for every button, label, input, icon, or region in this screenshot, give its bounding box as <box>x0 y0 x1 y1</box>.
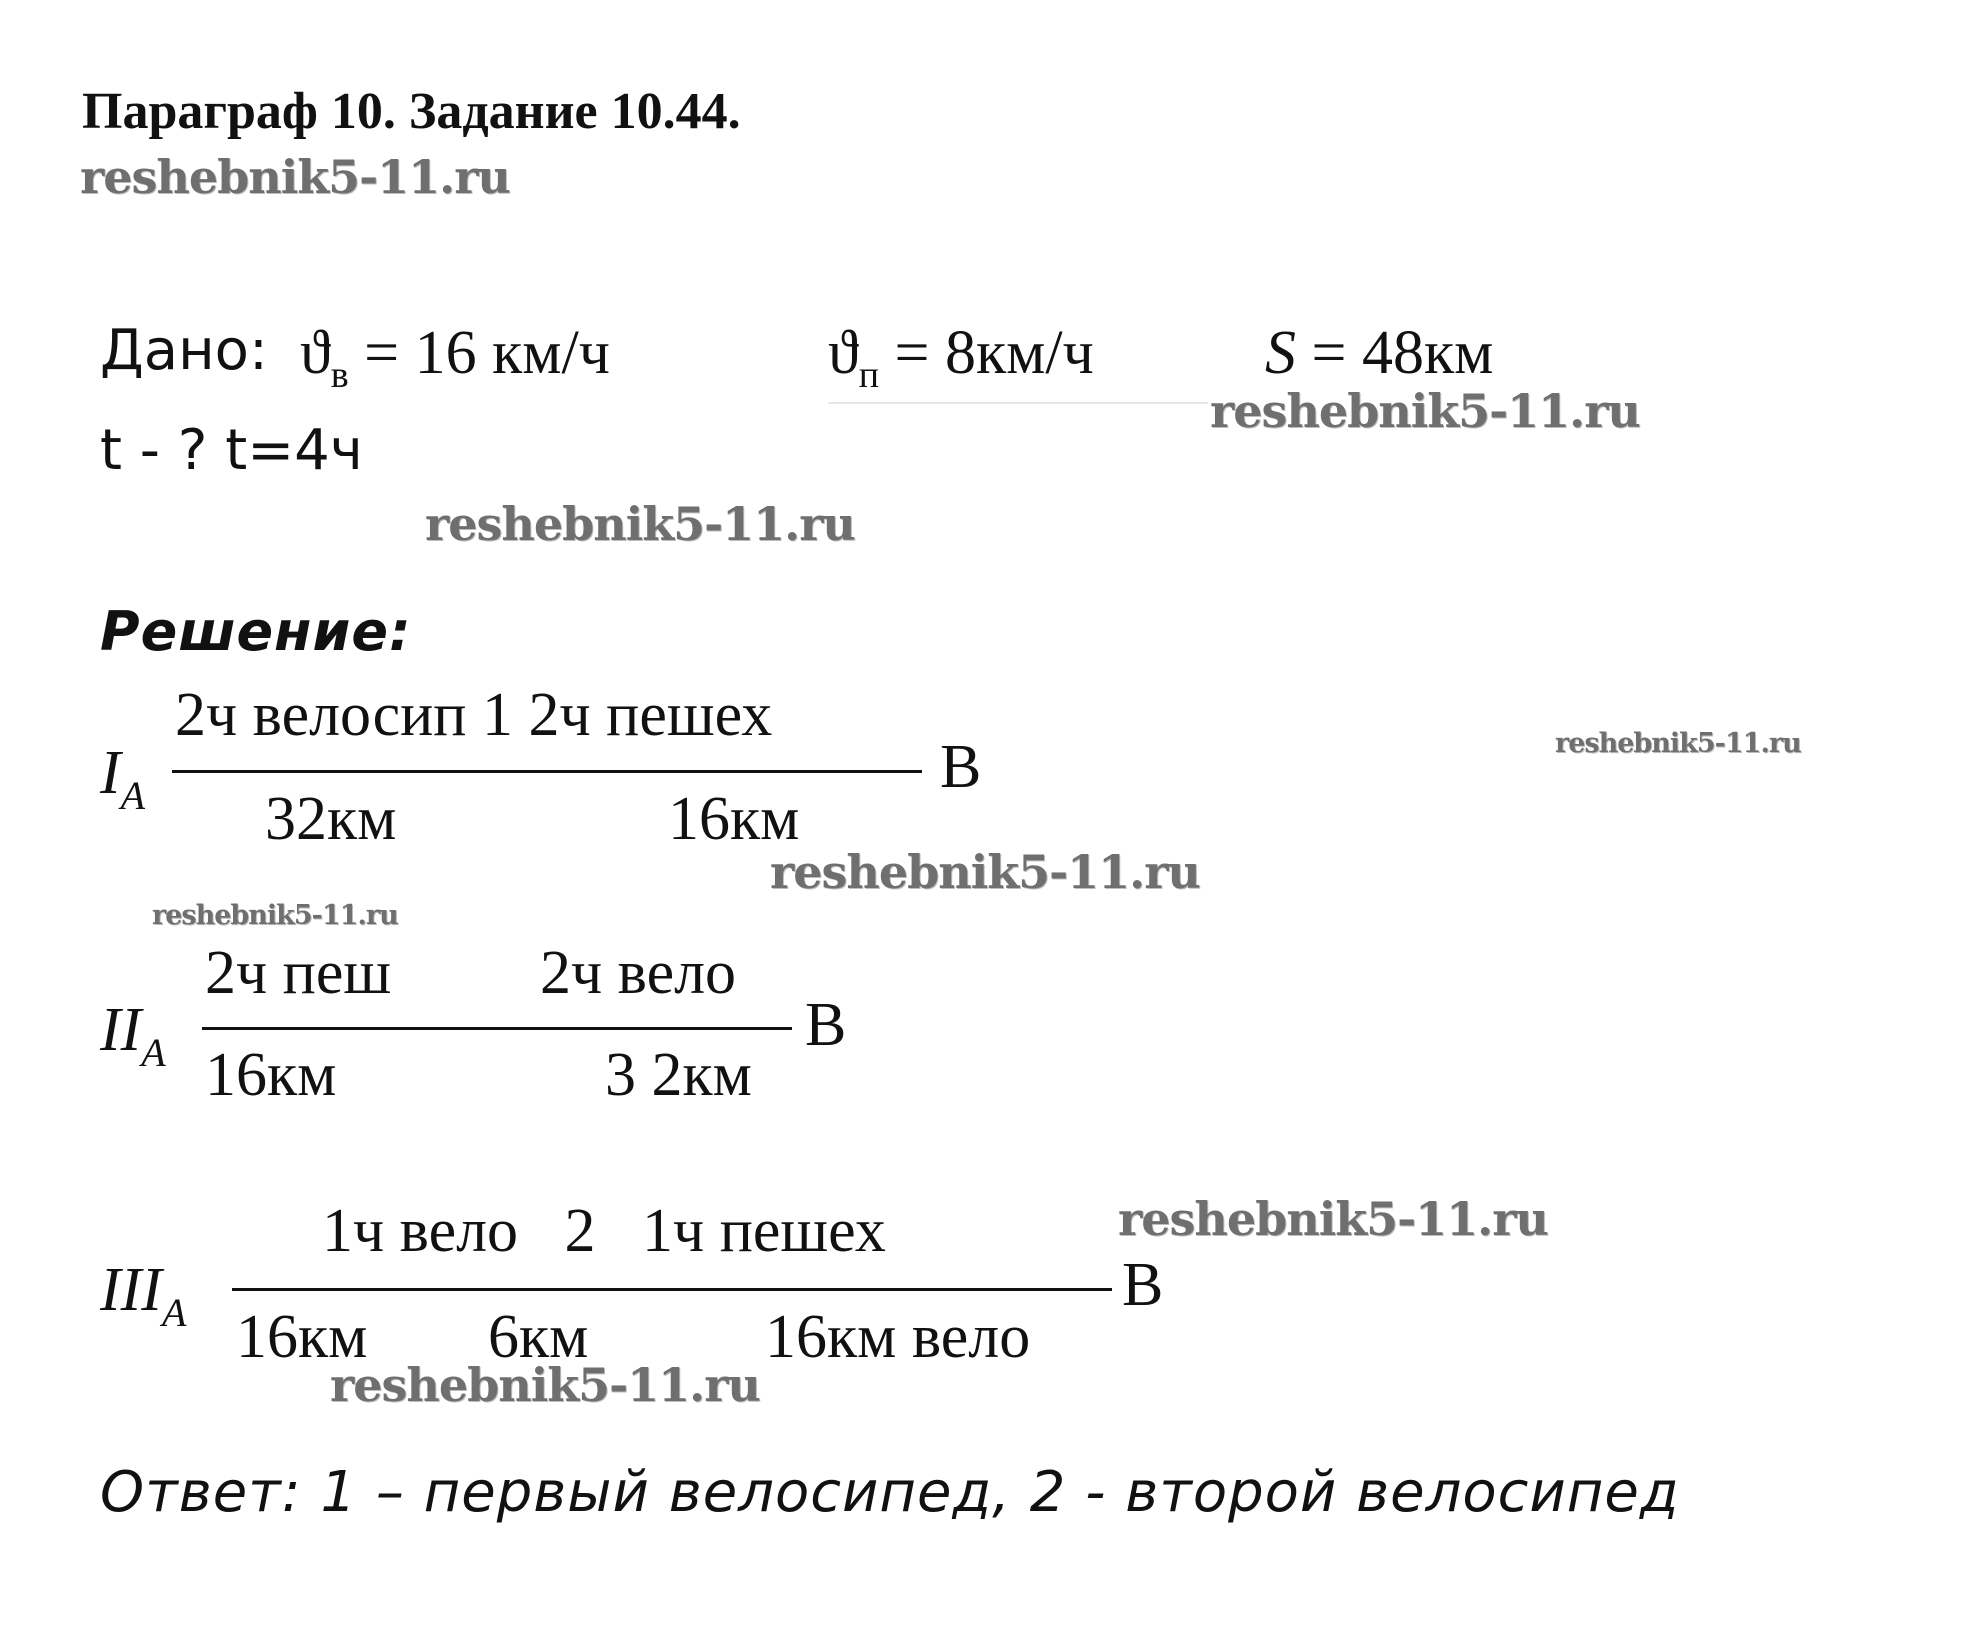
watermark: reshebnik5-11.ru <box>770 845 1200 899</box>
fraction-denominator-part: 3 2км <box>605 1041 752 1109</box>
point-b: B <box>1122 1251 1164 1319</box>
label-text: II <box>100 996 142 1064</box>
velocity-symbol: ϑ <box>300 319 331 387</box>
fraction-numerator-part: 2ч вело <box>540 939 737 1007</box>
velocity-value: = 8км/ч <box>894 319 1094 387</box>
find-line: t - ? t=4ч <box>100 418 363 483</box>
solution-label: Решение: <box>100 600 412 663</box>
fraction-bar <box>202 1027 792 1030</box>
label-text: I <box>100 739 121 807</box>
label-subscript: A <box>161 1290 187 1335</box>
fraction-numerator: 1ч вело 2 1ч пешех <box>322 1197 886 1265</box>
given-speed-walker <box>828 318 1094 397</box>
fraction-denominator-part: 32км <box>265 785 397 853</box>
velocity-subscript: в <box>330 354 349 396</box>
watermark: reshebnik5-11.ru <box>330 1358 760 1412</box>
watermark: reshebnik5-11.ru <box>152 900 398 931</box>
watermark: reshebnik5-11.ru <box>80 150 510 204</box>
given-speed-bike <box>300 318 610 397</box>
divider <box>828 402 1208 404</box>
watermark: reshebnik5-11.ru <box>1210 384 1640 438</box>
fraction-label <box>100 738 145 819</box>
fraction-denominator-part: 6км <box>488 1303 589 1371</box>
fraction-numerator-part: 2ч пеш <box>205 939 392 1007</box>
fraction-label <box>100 1255 186 1336</box>
fraction-denominator-part: 16км <box>205 1041 337 1109</box>
velocity-symbol: ϑ <box>828 319 859 387</box>
point-b: B <box>940 733 982 801</box>
page-title: Параграф 10. Задание 10.44. <box>82 83 741 140</box>
distance-value: = 48км <box>1311 319 1494 387</box>
velocity-value: = 16 км/ч <box>364 319 610 387</box>
fraction-label <box>100 995 166 1076</box>
fraction-bar <box>172 770 922 773</box>
label-text: III <box>100 1256 162 1324</box>
fraction-denominator-part: 16км вело <box>765 1303 1031 1371</box>
label-subscript: A <box>120 773 146 818</box>
watermark: reshebnik5-11.ru <box>1118 1192 1548 1246</box>
point-b: B <box>805 991 847 1059</box>
fraction-bar <box>232 1288 1112 1291</box>
fraction-denominator-part: 16км <box>236 1303 368 1371</box>
given-label: Дано: <box>100 318 268 383</box>
given-distance <box>1265 318 1493 389</box>
watermark: reshebnik5-11.ru <box>425 497 855 551</box>
fraction-numerator: 2ч велосип 1 2ч пешех <box>175 681 773 749</box>
velocity-subscript: п <box>858 354 880 396</box>
answer-line: Ответ: 1 – первый велосипед, 2 - второй велосипед <box>100 1460 1680 1525</box>
watermark: reshebnik5-11.ru <box>1555 728 1801 759</box>
label-subscript: A <box>141 1030 166 1075</box>
distance-symbol: S <box>1265 319 1296 387</box>
fraction-denominator-part: 16км <box>668 785 800 853</box>
